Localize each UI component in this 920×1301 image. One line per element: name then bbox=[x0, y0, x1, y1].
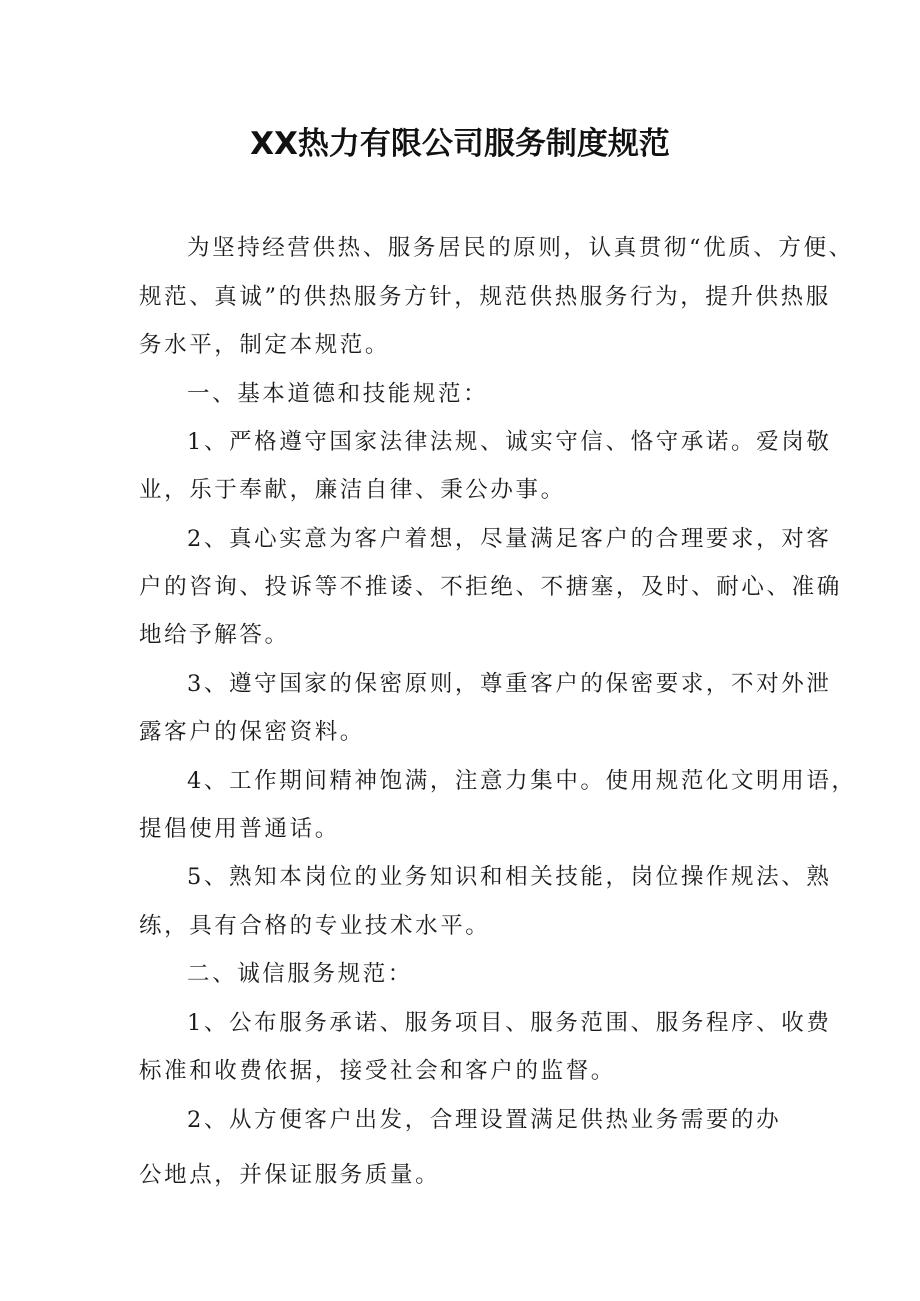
paragraph-line: 1、严格遵守国家法律法规、诚实守信、恪守承诺。爱岗敬 bbox=[187, 429, 832, 455]
paragraph-line: 露客户的保密资料。 bbox=[139, 719, 365, 745]
paragraph-line: 2、从方便客户出发，合理设置满足供热业务需要的办 bbox=[187, 1107, 782, 1133]
paragraph-line: 5、熟知本岗位的业务知识和相关技能，岗位操作规法、熟 bbox=[187, 864, 832, 890]
paragraph-line: 户的咨询、投诉等不推诿、不拒绝、不搪塞，及时、耐心、准确 bbox=[139, 574, 842, 600]
paragraph-line: 4、工作期间精神饱满，注意力集中。使用规范化文明用语， bbox=[187, 768, 857, 794]
section-heading: 一、基本道德和技能规范： bbox=[187, 381, 489, 407]
paragraph-line: 务水平，制定本规范。 bbox=[139, 332, 391, 358]
paragraph-line: 2、真心实意为客户着想，尽量满足客户的合理要求，对客 bbox=[187, 526, 832, 552]
paragraph-line: 3、遵守国家的保密原则，尊重客户的保密要求，不对外泄 bbox=[187, 671, 832, 697]
paragraph-line: 标准和收费依据，接受社会和客户的监督。 bbox=[139, 1058, 616, 1084]
paragraph-line: 1、公布服务承诺、服务项目、服务范围、服务程序、收费 bbox=[187, 1010, 832, 1036]
document-title: XX热力有限公司服务制度规范 bbox=[250, 126, 670, 162]
paragraph-line: 地给予解答。 bbox=[139, 622, 290, 648]
section-heading: 二、诚信服务规范： bbox=[187, 961, 413, 987]
paragraph-line: 为坚持经营供热、服务居民的原则，认真贯彻“优质、方便、 bbox=[187, 235, 854, 261]
paragraph-line: 公地点，并保证服务质量。 bbox=[139, 1162, 441, 1188]
paragraph-line: 提倡使用普通话。 bbox=[139, 816, 340, 842]
paragraph-line: 业，乐于奉献，廉洁自律、秉公办事。 bbox=[139, 477, 566, 503]
paragraph-line: 练，具有合格的专业技术水平。 bbox=[139, 913, 491, 939]
paragraph-line: 规范、真诚”的供热服务方针，规范供热服务行为，提升供热服 bbox=[139, 284, 831, 310]
